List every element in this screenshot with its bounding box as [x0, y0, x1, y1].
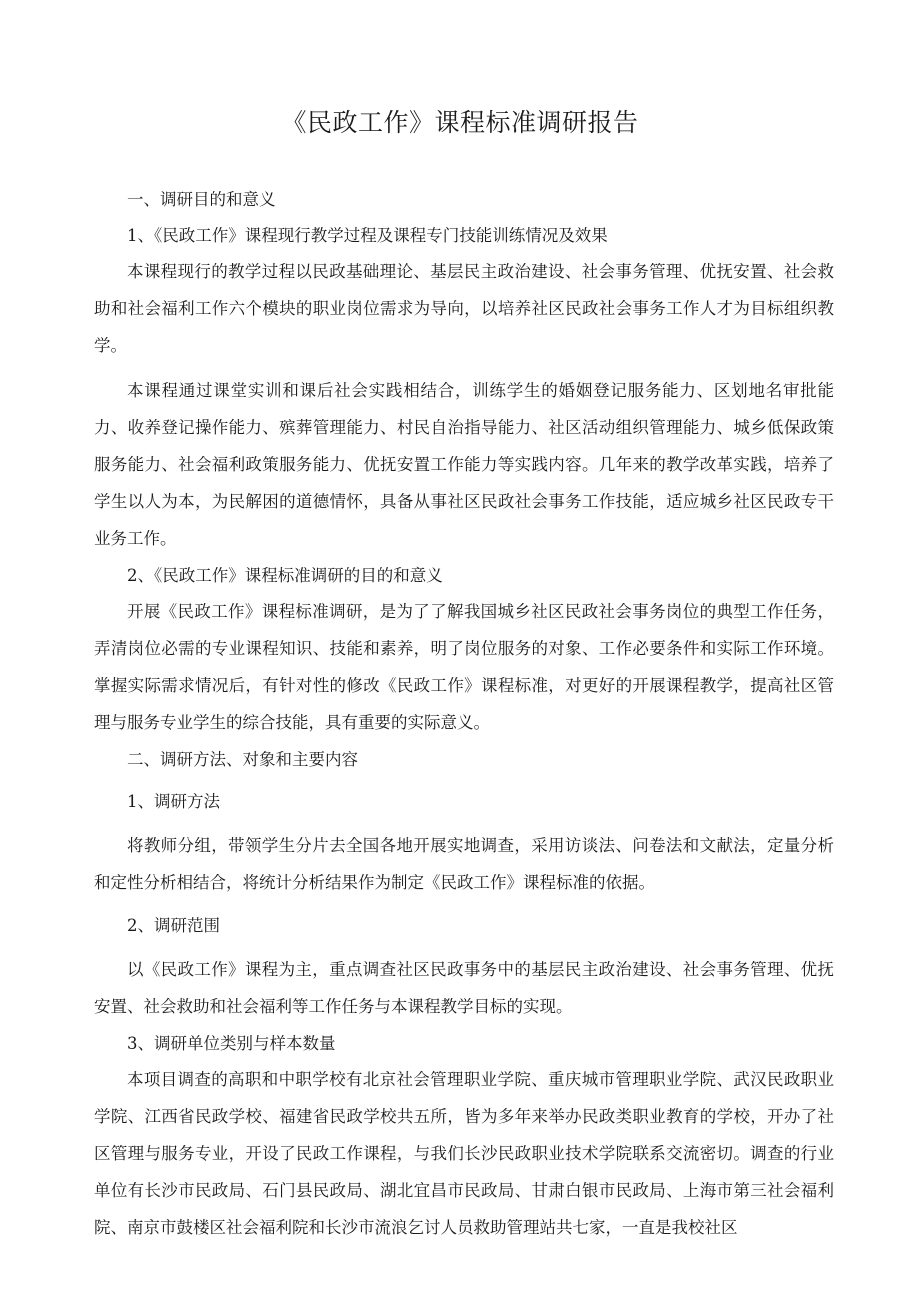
paragraph-4: 将教师分组，带领学生分片去全国各地开展实地调查，采用访谈法、问卷法和文献法，定量分析和定性分析相结合，将统计分析结果作为制定《民政工作》课程标准的依据。: [94, 836, 834, 892]
document-body: [94, 183, 834, 1246]
paragraph-6: 本项目调查的高职和中职学校有北京社会管理职业学院、重庆城市管理职业学院、武汉民政职业学院、江西省民政学校、福建省民政学校共五所，皆为多年来举办民政类职业教育的学校，开办了社区管理与服务专业，开设了民政工作课程，与我们长沙民政职业技术学院联系交流密切。调查的行业单位有长沙市民政局、石门县民政局、湖北宜昌市民政局、甘肃白银市民政局、上海市第三社会福利院、南京市鼓楼区社会福利院和长沙市流浪乞讨人员救助管理站共七家，一直是我校社区: [94, 1070, 834, 1237]
section-heading-2: 二、调研方法、对象和主要内容: [127, 750, 358, 769]
subsection-heading-1-2: 2、《民政工作》课程标准调研的目的和意义: [127, 566, 443, 585]
subsection-heading-2-2: 2、调研范围: [127, 916, 220, 935]
subsection-heading-1-1: 1、《民政工作》课程现行教学过程及课程专门技能训练情况及效果: [127, 226, 608, 245]
section-heading-1: 一、调研目的和意义: [127, 190, 276, 209]
document-title: 《民政工作》课程标准调研报告: [281, 108, 639, 137]
paragraph-2: 本课程通过课堂实训和课后社会实践相结合，训练学生的婚姻登记服务能力、区划地名审批能力、收养登记操作能力、殡葬管理能力、村民自治指导能力、社区活动组织管理能力、城乡低保政策服务能力、社会福利政策服务能力、优抚安置工作能力等实践内容。几年来的教学改革实践，培养了学生以人为本，为民解困的道德情怀，具备从事社区民政社会事务工作技能，适应城乡社区民政专干业务工作。: [94, 381, 834, 548]
paragraph-5: 以《民政工作》课程为主，重点调查社区民政事务中的基层民主政治建设、社会事务管理、优抚安置、社会救助和社会福利等工作任务与本课程教学目标的实现。: [94, 960, 834, 1016]
subsection-heading-2-1: 1、调研方法: [127, 792, 220, 811]
subsection-heading-2-3: 3、调研单位类别与样本数量: [127, 1034, 336, 1053]
paragraph-1: 本课程现行的教学过程以民政基础理论、基层民主政治建设、社会事务管理、优抚安置、社会救助和社会福利工作六个模块的职业岗位需求为导向，以培养社区民政社会事务工作人才为目标组织教学。: [94, 262, 834, 355]
paragraph-3: 开展《民政工作》课程标准调研，是为了了解我国城乡社区民政社会事务岗位的典型工作任务，弄清岗位必需的专业课程知识、技能和素养，明了岗位服务的对象、工作必要条件和实际工作环境。掌握实际需求情况后，有针对性的修改《民政工作》课程标准，对更好的开展课程教学，提高社区管理与服务专业学生的综合技能，具有重要的实际意义。: [94, 602, 834, 732]
